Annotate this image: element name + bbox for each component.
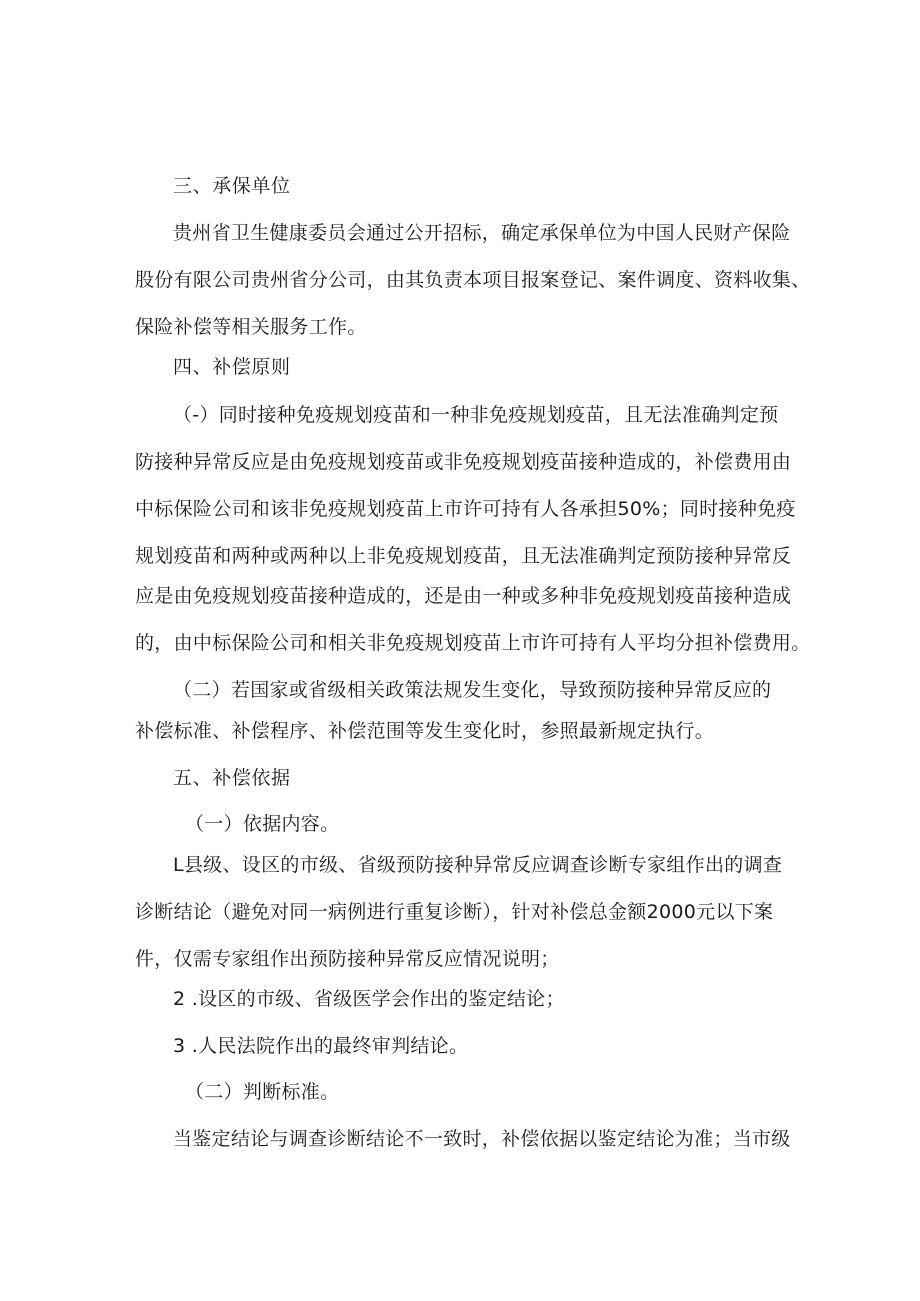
basis-item-2: 2 .设区的市级、省级医学会作出的鉴定结论； xyxy=(173,988,565,1010)
section-3-paragraph-line: 贵州省卫生健康委员会通过公开招标，确定承保单位为中国人民财产保险 xyxy=(173,222,791,244)
section-5-subsection-2-title: （二）判断标准。 xyxy=(185,1081,340,1103)
section-5-heading: 五、补偿依据 xyxy=(173,767,291,789)
basis-item-3: 3 .人民法院作出的最终审判结论。 xyxy=(173,1035,469,1057)
section-3-heading: 三、承保单位 xyxy=(173,175,291,197)
section-4-paragraph-2-line: （二）若国家或省级相关政策法规发生变化，导致预防接种异常反应的 xyxy=(173,679,772,701)
section-3-paragraph-line: 股份有限公司贵州省分公司，由其负责本项目报案登记、案件调度、资料收集、 xyxy=(135,269,811,291)
section-4-paragraph-1-line: （-）同时接种免疫规划疫苗和一种非免疫规划疫苗，且无法准确判定预 xyxy=(173,404,779,426)
section-3-paragraph-line: 保险补偿等相关服务工作。 xyxy=(135,316,367,338)
section-4-paragraph-1-line: 规划疫苗和两种或两种以上非免疫规划疫苗，且无法准确判定预防接种异常反 xyxy=(135,545,792,567)
basis-item-1-line: L县级、设区的市级、省级预防接种异常反应调查诊断专家组作出的调查 xyxy=(173,854,783,876)
section-4-paragraph-1-line: 防接种异常反应是由免疫规划疫苗或非免疫规划疫苗接种造成的，补偿费用由 xyxy=(135,451,792,473)
section-4-paragraph-1-line: 应是由免疫规划疫苗接种造成的，还是由一种或多种非免疫规划疫苗接种造成 xyxy=(135,585,792,607)
section-4-paragraph-2-line: 补偿标准、补偿程序、补偿范围等发生变化时，参照最新规定执行。 xyxy=(135,720,715,742)
section-4-paragraph-1-line: 中标保险公司和该非免疫规划疫苗上市许可持有人各承担50%；同时接种免疫 xyxy=(135,498,796,520)
section-5-subsection-1-title: （一）依据内容。 xyxy=(185,813,340,835)
basis-item-1-line: 件，仅需专家组作出预防接种异常反应情况说明； xyxy=(135,948,560,970)
basis-item-1-line: 诊断结论（避免对同一病例进行重复诊断），针对补偿总金额2000元以下案 xyxy=(135,901,774,923)
judgement-standard-text: 当鉴定结论与调查诊断结论不一致时，补偿依据以鉴定结论为准；当市级 xyxy=(173,1128,791,1150)
section-4-heading: 四、补偿原则 xyxy=(173,356,291,378)
section-4-paragraph-1-line: 的，由中标保险公司和相关非免疫规划疫苗上市许可持有人平均分担补偿费用。 xyxy=(135,632,811,654)
